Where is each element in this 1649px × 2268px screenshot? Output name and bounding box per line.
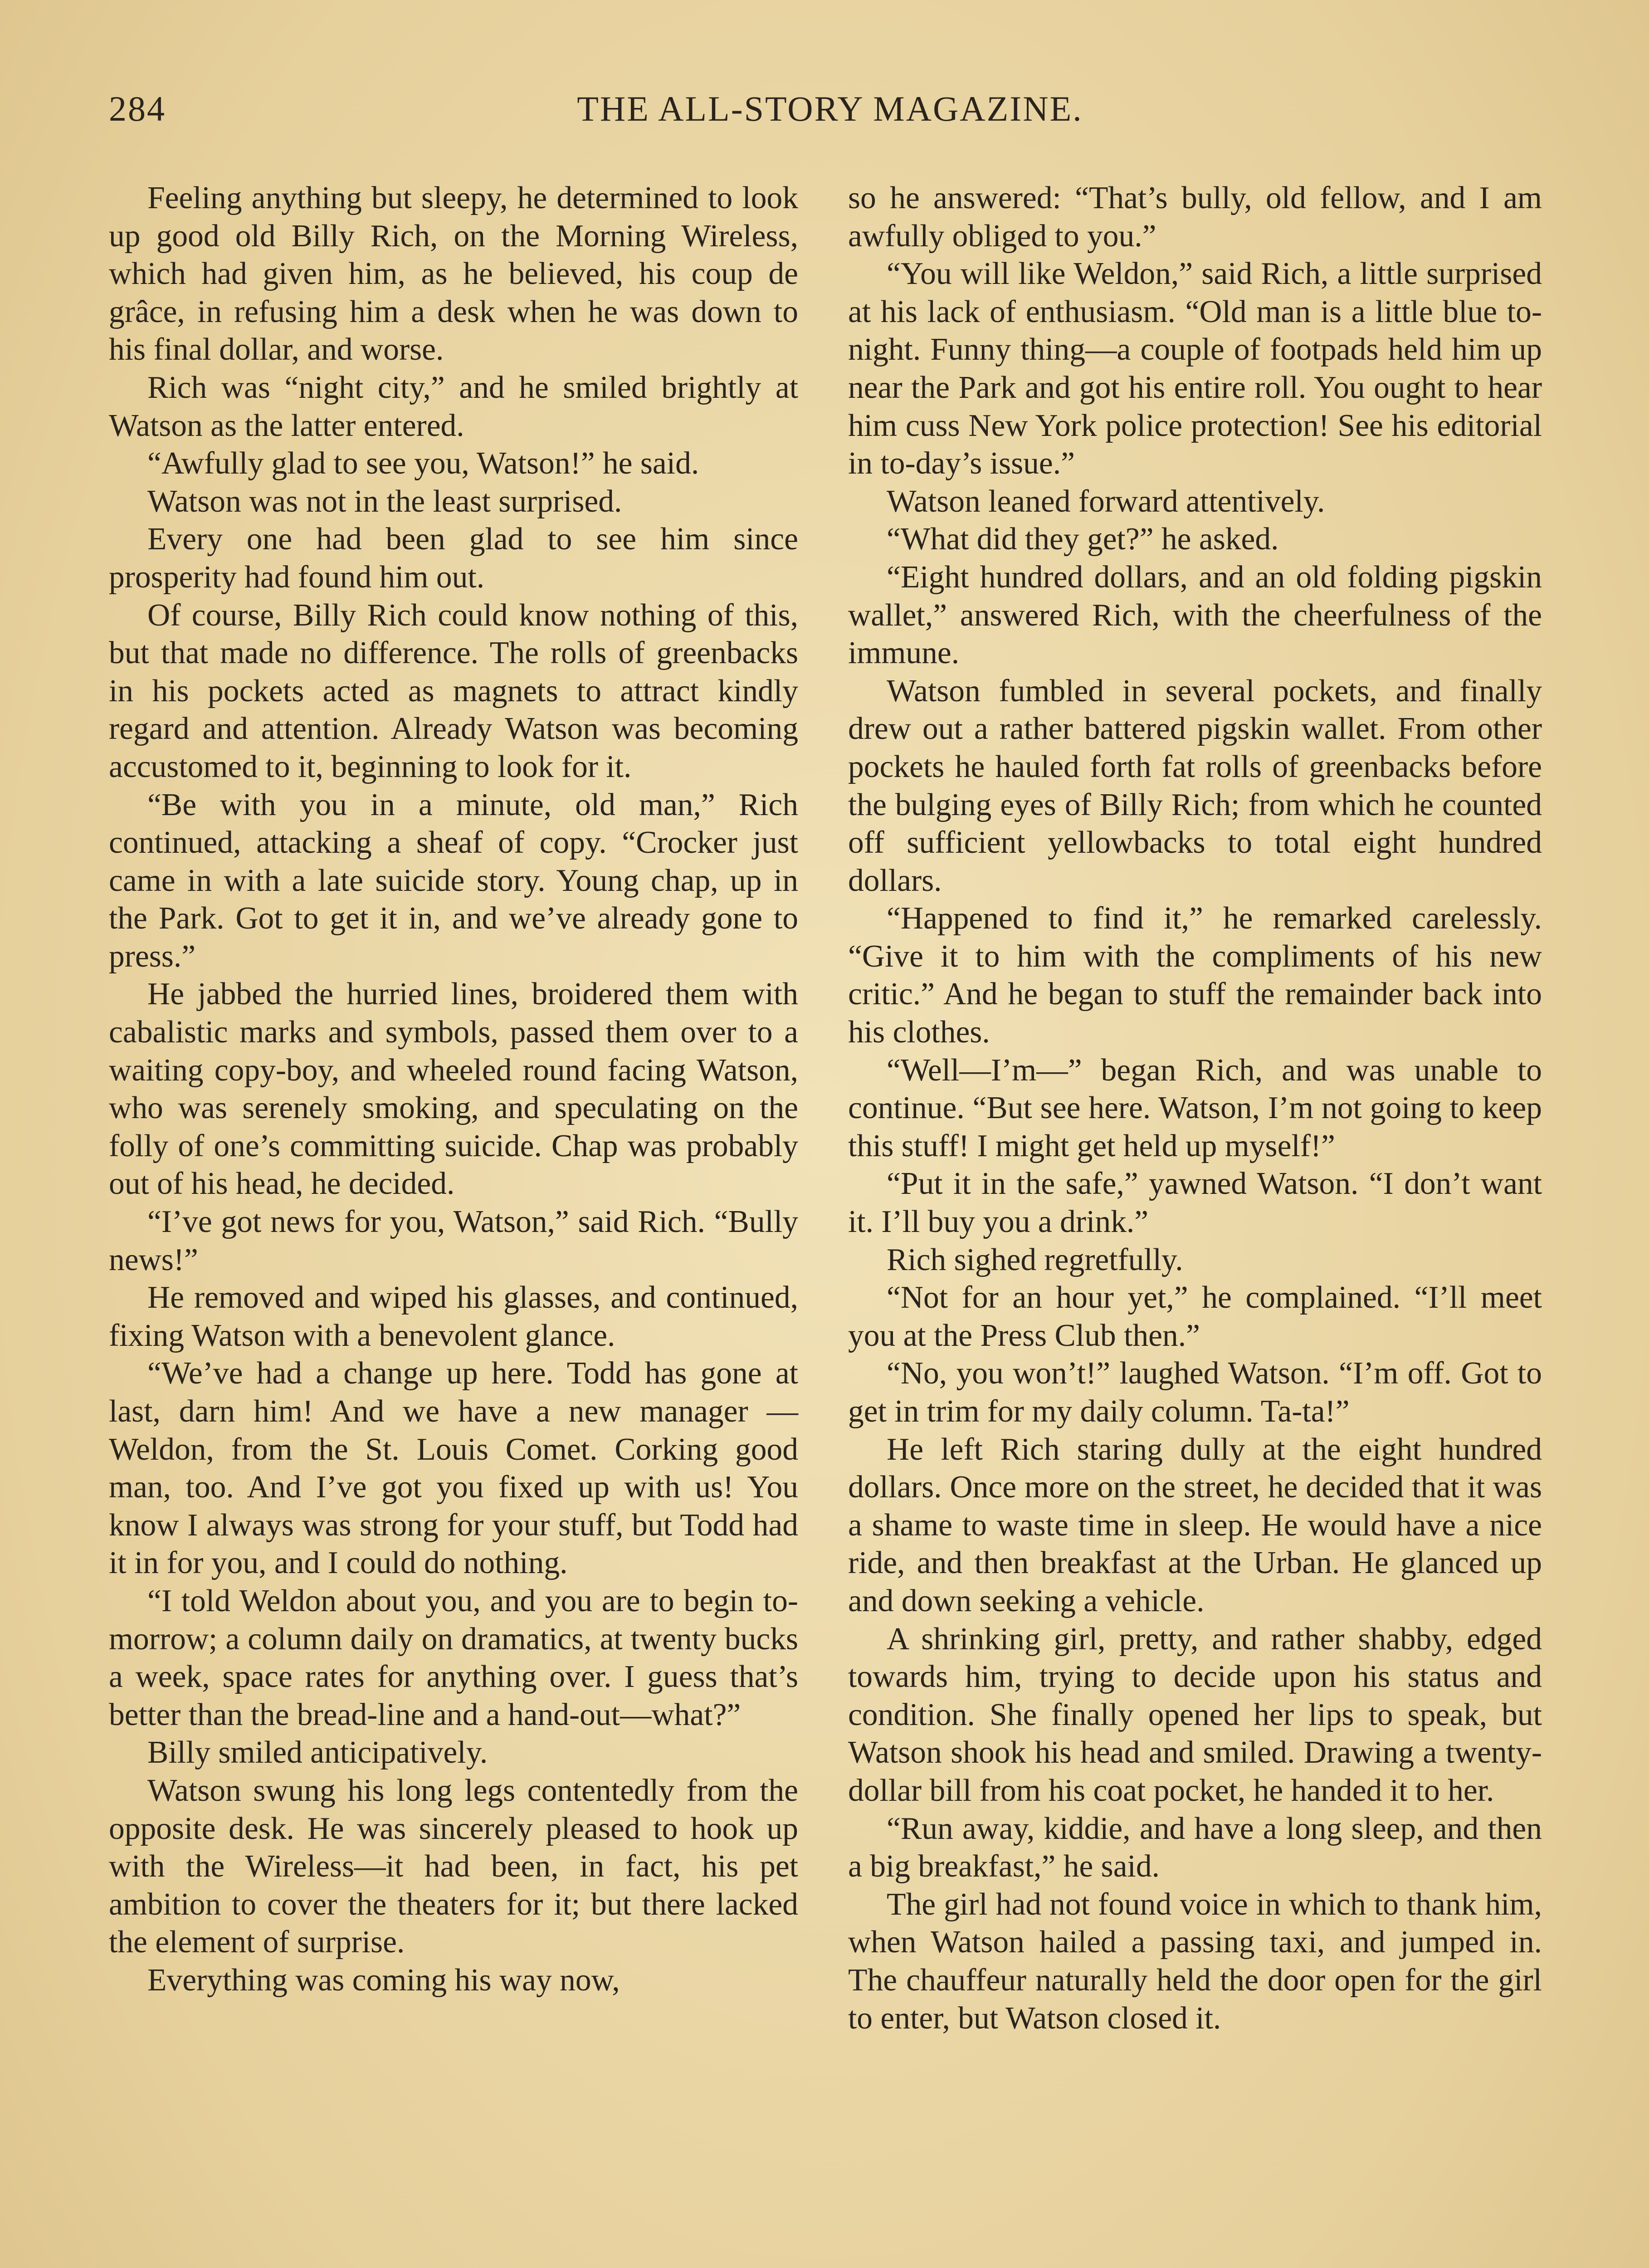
paragraph: The girl had not found voice in which to thank him, when Watson hailed a passing taxi, and jumped in. The chauffeur naturally held the door open for the girl to enter, but Watson closed it.: [848, 1887, 1542, 2036]
paragraph: “I told Weldon about you, and you are to begin to-morrow; a column daily on dramatics, at twenty bucks a week, space rates for anything over. I guess that’s better than the bread-line and a hand-out—what?”: [109, 1583, 798, 1732]
paragraph: Rich sighed regretfully.: [887, 1242, 1183, 1277]
paragraph: Every one had been glad to see him since prosperity had found him out.: [109, 522, 798, 595]
paragraph: Billy smiled anticipatively.: [147, 1735, 488, 1770]
paragraph: He left Rich staring dully at the eight hundred dollars. Once more on the street, he decided that it was a shame to waste time in sleep. He would have a nice ride, and then breakfast at the Urban. He glanced up and down seeking a vehicle.: [848, 1432, 1542, 1618]
paragraph: “Be with you in a minute, old man,” Rich continued, attacking a sheaf of copy. “Crocker just came in with a late suicide story. Young chap, up in the Park. Got to get it in, and we’ve already gone to press.”: [109, 787, 798, 974]
paragraph: Everything was coming his way now,: [147, 1962, 620, 1998]
paragraph: Of course, Billy Rich could know nothing of this, but that made no difference. The rolls of greenbacks in his pockets acted as magnets to attract kindly regard and attention. Already Watson was becoming accustomed to it, beginning to look for it.: [109, 597, 798, 784]
paragraph: Watson fumbled in several pockets, and finally drew out a rather battered pigskin wallet. From other pockets he hauled forth fat rolls of greenbacks before the bulging eyes of Billy Rich; from which he counted off sufficient yellowbacks to total eight hundred dollars.: [848, 673, 1542, 898]
paragraph: He removed and wiped his glasses, and continued, fixing Watson with a benevolent glance.: [109, 1280, 798, 1353]
paragraph: “Happened to find it,” he remarked carelessly. “Give it to him with the compliments of his new critic.” And he began to stuff the remainder back into his clothes.: [848, 901, 1542, 1050]
paragraph: “No, you won’t!” laughed Watson. “I’m off. Got to get in trim for my daily column. Ta-ta!”: [848, 1356, 1542, 1429]
paragraph: “Well—I’m—” began Rich, and was unable to continue. “But see here. Watson, I’m not going to keep this stuff! I might get held up myself!”: [848, 1052, 1542, 1163]
paragraph: He jabbed the hurried lines, broidered them with cabalistic marks and symbols, passed them over to a waiting copy-boy, and wheeled round facing Watson, who was serenely smoking, and speculating on the folly of one’s committing suicide. Chap was probably out of his head, he decided.: [109, 977, 798, 1202]
paragraph: Watson leaned forward attentively.: [887, 484, 1325, 519]
paragraph: A shrinking girl, pretty, and rather shabby, edged towards him, trying to decide upon his status and condition. She finally opened her lips to speak, but Watson shook his head and smiled. Drawing a twenty-dollar bill from his coat pocket, he handed it to her.: [848, 1621, 1542, 1808]
running-title: THE ALL-STORY MAGAZINE.: [577, 89, 1083, 128]
paragraph: so he answered: “That’s bully, old fellow, and I am awfully obliged to you.”: [848, 181, 1542, 254]
paragraph: “I’ve got news for you, Watson,” said Rich. “Bully news!”: [109, 1204, 798, 1277]
paragraph: “Run away, kiddie, and have a long sleep, and then a big breakfast,” he said.: [848, 1811, 1542, 1884]
left-column: [109, 179, 798, 1999]
paragraph: Rich was “night city,” and he smiled brightly at Watson as the latter entered.: [109, 370, 798, 443]
paragraph: “What did they get?” he asked.: [887, 522, 1279, 557]
paragraph: “Not for an hour yet,” he complained. “I’ll meet you at the Press Club then.”: [848, 1280, 1542, 1353]
paragraph: “Awfully glad to see you, Watson!” he said.: [147, 446, 699, 481]
paragraph: “Put it in the safe,” yawned Watson. “I don’t want it. I’ll buy you a drink.”: [848, 1166, 1542, 1240]
paragraph: “Eight hundred dollars, and an old folding pigskin wallet,” answered Rich, with the cheerfulness of the immune.: [848, 559, 1542, 671]
page-number: 284: [109, 89, 166, 128]
paragraph: “We’ve had a change up here. Todd has gone at last, darn him! And we have a new manager — Weldon, from the St. Louis Comet. Corking good man, too. And I’ve got you fixed up with us! You know I always was strong for your stuff, but Todd had it in for you, and I could do nothing.: [109, 1356, 798, 1581]
paragraph: Watson swung his long legs contentedly from the opposite desk. He was sincerely pleased to hook up with the Wireless—it had been, in fact, his pet ambition to cover the theaters for it; but there lacked the element of surprise.: [109, 1773, 798, 1960]
paragraph: Feeling anything but sleepy, he determined to look up good old Billy Rich, on the Morning Wireless, which had given him, as he believed, his coup de grâce, in refusing him a desk when he was down to his final dollar, and worse.: [109, 181, 798, 367]
paragraph: “You will like Weldon,” said Rich, a little surprised at his lack of enthusiasm. “Old man is a little blue to-night. Funny thing—a couple of footpads held him up near the Park and got his entire roll. You ought to hear him cuss New York police protection! See his editorial in to-day’s issue.”: [848, 256, 1542, 481]
paragraph: Watson was not in the least surprised.: [147, 484, 622, 519]
page-header: [109, 88, 1551, 138]
right-column: [848, 179, 1542, 2037]
